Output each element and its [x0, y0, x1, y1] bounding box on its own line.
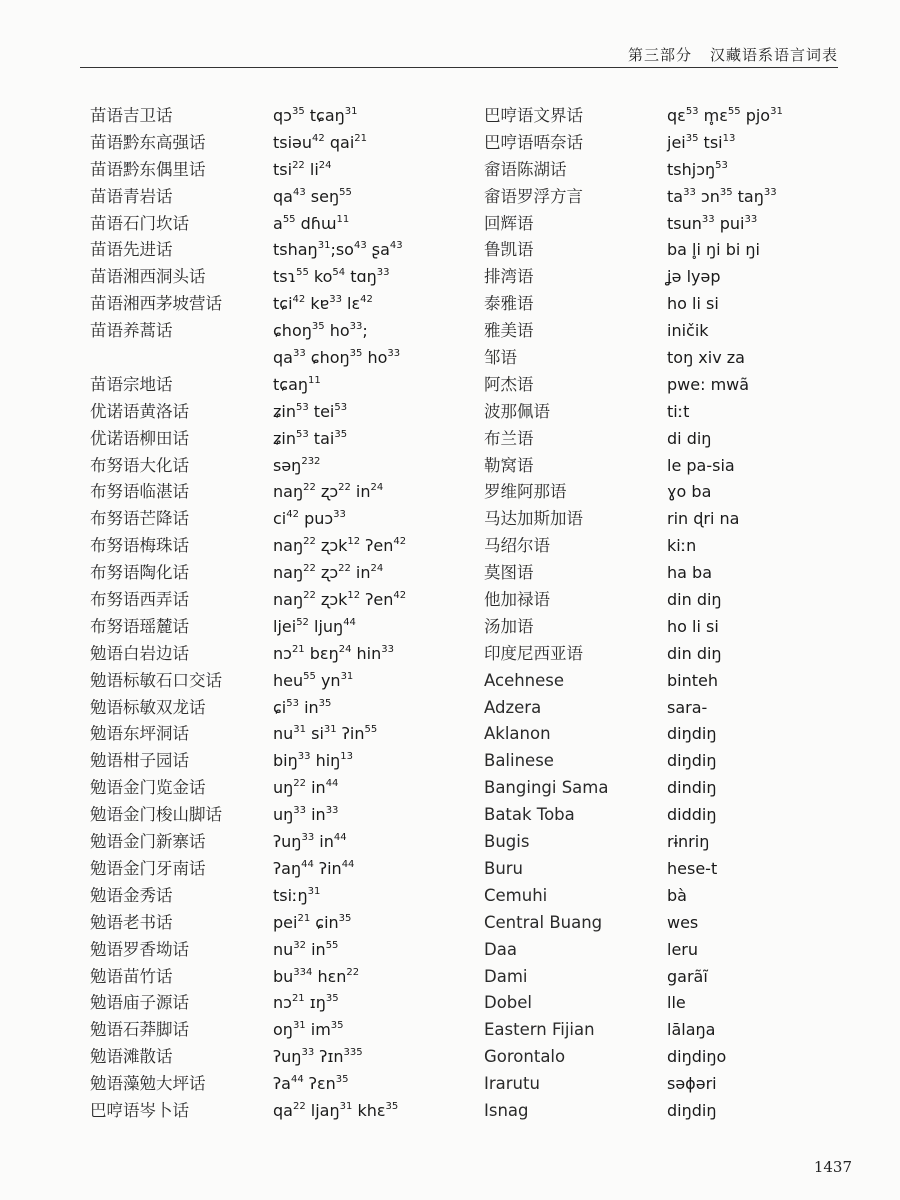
right-language-name: Irarutu: [484, 1074, 540, 1094]
left-language-name: 苗语黔东高强话: [90, 132, 206, 152]
left-language-name: 勉语藻勉大坪话: [90, 1074, 206, 1094]
right-word-form: dindiŋ: [667, 778, 717, 798]
right-word-form: bà: [667, 885, 687, 905]
right-word-form: diddiŋ: [667, 805, 717, 825]
right-language-name: 勒窝语: [484, 455, 534, 475]
left-language-name: 优诺语黄洛话: [90, 401, 189, 421]
right-language-name: 布兰语: [484, 428, 534, 448]
right-word-form: lle: [667, 993, 686, 1013]
left-language-name: 布努语芒降话: [90, 509, 189, 529]
left-word-form: tsiəu$^{42}$ qai$^{21}$: [273, 132, 368, 152]
left-word-form: ʔuŋ$^{33}$ ʔɪn$^{335}$: [273, 1047, 363, 1067]
right-language-name: Central Buang: [484, 912, 603, 932]
right-word-form: kiːn: [667, 536, 697, 556]
left-language-name: 勉语柑子园话: [90, 751, 189, 771]
right-language-name: 波那佩语: [484, 401, 550, 421]
header-title: 汉藏语系语言词表: [709, 46, 838, 64]
right-language-name: Balinese: [484, 751, 554, 771]
right-language-name: Aklanon: [484, 724, 551, 744]
left-language-name: 勉语金门梭山脚话: [90, 805, 222, 825]
left-word-form: $ci^{42}$ puɔ$^{33}$: [273, 509, 346, 529]
right-word-form: binteh: [667, 670, 718, 690]
left-word-form: ʑin$^{53}$ tei$^{53}$: [273, 401, 348, 421]
right-language-name: 鲁凯语: [484, 240, 534, 260]
left-language-name: 勉语滩散话: [90, 1047, 173, 1067]
right-language-name: 罗维阿那语: [484, 482, 567, 502]
left-language-name: 勉语标敏石口交话: [90, 670, 222, 690]
right-language-name: Gorontalo: [484, 1047, 566, 1067]
left-word-form: naŋ$^{22}$ ʐɔk$^{12}$ ʔen$^{42}$: [273, 590, 407, 610]
left-language-name: 苗语吉卫话: [90, 106, 173, 125]
page-number: 1437: [813, 1158, 852, 1176]
right-language-name: 印度尼西亚语: [484, 643, 583, 663]
right-language-name: 畲语罗浮方言: [484, 186, 583, 206]
right-language-name: Cemuhi: [484, 885, 548, 905]
left-word-form: ljei$^{52}$ ljuŋ$^{44}$: [273, 616, 356, 636]
right-word-form: rɨnriŋ: [667, 832, 710, 852]
left-word-form: $bu^{334}$ hɛn$^{22}$: [273, 966, 360, 986]
right-language-name: 汤加语: [484, 616, 534, 636]
left-language-name: 苗语宗地话: [90, 374, 173, 394]
right-word-form: ho li si: [667, 616, 719, 636]
left-word-form: tsi$^{22}$ $li^{24}$: [273, 159, 332, 179]
right-word-column: [667, 103, 783, 1125]
right-word-form: tiːt: [667, 401, 690, 421]
left-language-name: 布努语瑶麓话: [90, 616, 189, 636]
right-language-name: 雅美语: [484, 321, 534, 341]
right-word-form: diŋdiŋo: [667, 1047, 727, 1067]
right-language-name: 畲语陈湖话: [484, 159, 567, 179]
right-language-name: Batak Toba: [484, 805, 575, 825]
left-language-name: 巴哼语岑卜话: [90, 1100, 189, 1120]
right-word-form: ʝə lyəp: [667, 267, 721, 287]
left-word-form: $nu^{32}$ $in^{55}$: [273, 939, 339, 959]
left-language-name: 优诺语柳田话: [90, 428, 189, 448]
left-language-name: [90, 345, 222, 372]
left-language-name: 苗语湘西茅坡营话: [90, 294, 222, 314]
left-language-name: 布努语梅珠话: [90, 536, 189, 556]
left-word-form: tɕi$^{42}$ kɐ$^{33}$ lɛ$^{42}$: [273, 294, 373, 314]
right-language-name: Adzera: [484, 697, 542, 717]
left-word-form: ʔaŋ$^{44}$ ʔin$^{44}$: [273, 858, 355, 878]
left-language-name: 勉语标敏双龙话: [90, 697, 206, 717]
right-word-form: rin ɖri na: [667, 509, 740, 529]
right-language-name: 排湾语: [484, 267, 534, 287]
right-word-form: ha ba: [667, 563, 712, 583]
right-word-form: wes: [667, 912, 699, 932]
right-word-form: di diŋ: [667, 428, 712, 448]
left-word-form: tɕaŋ$^{11}$: [273, 374, 321, 394]
left-language-name: 勉语苗竹话: [90, 966, 173, 986]
right-word-form: toŋ xiv za: [667, 348, 745, 368]
left-word-form: ʔuŋ$^{33}$ $in^{44}$: [273, 832, 347, 852]
left-word-form: ʑin$^{53}$ tai$^{35}$: [273, 428, 348, 448]
right-language-name: 马绍尔语: [484, 536, 550, 556]
right-language-name: Daa: [484, 939, 517, 959]
right-word-form: lālaŋa: [667, 1020, 716, 1040]
right-language-name: 回辉语: [484, 213, 534, 233]
left-word-form: $qa^{43}$ seŋ$^{55}$: [273, 186, 352, 206]
left-word-form: $uŋ^{33}$ $in^{33}$: [273, 805, 339, 825]
right-language-name: Acehnese: [484, 670, 565, 690]
right-word-form: pwe: mwã: [667, 374, 750, 394]
left-word-form: ɕhoŋ$^{35}$ $ho^{33}$;: [273, 321, 368, 341]
right-word-form: səɸəri: [667, 1074, 717, 1094]
right-word-form: garãĩ: [667, 966, 708, 986]
left-word-form: naŋ$^{22}$ ʐɔk$^{12}$ ʔen$^{42}$: [273, 536, 407, 556]
left-word-form: $qa^{22}$ ljaŋ$^{31}$ khɛ$^{35}$: [273, 1100, 399, 1120]
left-word-form: tsɿ$^{55}$ $ko^{54}$ tɑŋ$^{33}$: [273, 267, 390, 287]
right-word-form: sara-: [667, 697, 708, 717]
right-language-name: 邹语: [484, 348, 517, 368]
right-language-name: 巴哼语文界话: [484, 106, 583, 125]
right-language-name: 阿杰语: [484, 374, 534, 394]
right-language-name: Dobel: [484, 993, 533, 1013]
right-word-form: le pa-sia: [667, 455, 735, 475]
right-language-name: Dami: [484, 966, 528, 986]
right-language-name: Bugis: [484, 832, 530, 852]
left-word-form: tsiːŋ$^{31}$: [273, 885, 321, 905]
right-word-form: leru: [667, 939, 699, 959]
right-word-form: qɛ$^{53}$ m̥ɛ$^{55}$ pjo$^{31}$: [667, 106, 783, 125]
left-language-name: 勉语庙子源话: [90, 993, 189, 1013]
left-word-form: səŋ$^{232}$: [273, 455, 321, 475]
left-language-name: 勉语金秀话: [90, 885, 173, 905]
left-language-name: 勉语石莽脚话: [90, 1020, 189, 1040]
left-language-name: 苗语先进话: [90, 240, 173, 260]
left-word-column: [273, 103, 406, 1125]
left-language-name: 勉语罗香坳话: [90, 939, 189, 959]
left-language-name: 勉语金门新寨话: [90, 832, 206, 852]
left-word-form: naŋ$^{22}$ ʐɔ$^{22}$ $in^{24}$: [273, 563, 384, 583]
left-word-form: $qa^{33}$ ɕhoŋ$^{35}$ $ho^{33}$: [273, 348, 401, 368]
right-word-form: tshjɔŋ$^{53}$: [667, 159, 728, 179]
right-language-name: 巴哼语唔奈话: [484, 132, 583, 152]
left-word-form: $a^{55}$ dɦɯ$^{11}$: [273, 213, 350, 233]
left-word-form: ʔa$^{44}$ ʔɛn$^{35}$: [273, 1074, 349, 1094]
left-language-name: 布努语西弄话: [90, 590, 189, 610]
running-header: [628, 44, 838, 65]
left-word-form: $nu^{31}$ $si^{31}$ ʔin$^{55}$: [273, 724, 378, 744]
right-word-form: ɣo ba: [667, 482, 712, 502]
left-word-form: qɔ$^{35}$ tɕaŋ$^{31}$: [273, 106, 358, 125]
right-word-form: hese-t: [667, 858, 718, 878]
right-language-name: Eastern Fijian: [484, 1020, 595, 1040]
right-word-form: din diŋ: [667, 590, 722, 610]
right-word-form: diŋdiŋ: [667, 751, 717, 771]
left-language-name: 苗语养蒿话: [90, 321, 173, 341]
right-word-form: ba l̥i ŋi bi ŋi: [667, 240, 760, 260]
left-language-name: 勉语白岩边话: [90, 643, 189, 663]
left-word-form: pei$^{21}$ ɕin$^{35}$: [273, 912, 352, 932]
right-language-column: [484, 103, 608, 1125]
left-language-name: 勉语东坪洞话: [90, 724, 189, 744]
right-word-form: jei$^{35}$ tsi$^{13}$: [667, 132, 736, 152]
left-language-name: 布努语陶化话: [90, 563, 189, 583]
left-word-form: $oŋ^{31}$ $im^{35}$: [273, 1020, 344, 1040]
right-word-form: iničik: [667, 321, 709, 341]
left-word-form: ɕi$^{53}$ $in^{35}$: [273, 697, 332, 717]
left-word-form: heu$^{55}$ $yn^{31}$: [273, 670, 354, 690]
left-language-name: 苗语青岩话: [90, 186, 173, 206]
right-word-form: diŋdiŋ: [667, 724, 717, 744]
left-language-name: 勉语老书话: [90, 912, 173, 932]
right-language-name: 泰雅语: [484, 294, 534, 314]
right-language-name: Bangingi Sama: [484, 778, 609, 798]
header-rule: [80, 67, 838, 68]
right-word-form: tsun$^{33}$ pui$^{33}$: [667, 213, 758, 233]
right-language-name: 他加禄语: [484, 590, 550, 610]
right-language-name: 莫图语: [484, 563, 534, 583]
right-language-name: Isnag: [484, 1100, 529, 1120]
left-language-name: 布努语大化话: [90, 455, 189, 475]
left-language-name: 苗语黔东偶里话: [90, 159, 206, 179]
left-word-form: naŋ$^{22}$ ʐɔ$^{22}$ $in^{24}$: [273, 482, 384, 502]
left-word-form: $tshaŋ^{31};so^{43}$ ʂa$^{43}$: [273, 240, 403, 260]
left-language-name: 苗语湘西洞头话: [90, 267, 206, 287]
left-word-form: biŋ$^{33}$ hiŋ$^{13}$: [273, 751, 354, 771]
left-language-column: [90, 103, 222, 1125]
left-word-form: nɔ$^{21}$ ɪŋ$^{35}$: [273, 993, 339, 1013]
left-word-form: nɔ$^{21}$ bɛŋ$^{24}$ hin$^{33}$: [273, 643, 394, 663]
right-word-form: ho li si: [667, 294, 719, 314]
left-word-form: $uŋ^{22}$ $in^{44}$: [273, 778, 339, 798]
left-language-name: 布努语临湛话: [90, 482, 189, 502]
right-language-name: 马达加斯加语: [484, 509, 583, 529]
left-language-name: 勉语金门览金话: [90, 778, 206, 798]
left-language-name: 苗语石门坎话: [90, 213, 189, 233]
right-word-form: $ta^{33}$ ɔn$^{35}$ taŋ$^{33}$: [667, 186, 777, 206]
right-word-form: diŋdiŋ: [667, 1100, 717, 1120]
left-language-name: 勉语金门牙南话: [90, 858, 206, 878]
right-language-name: Buru: [484, 858, 524, 878]
right-word-form: din diŋ: [667, 643, 722, 663]
header-part: 第三部分: [627, 46, 692, 64]
